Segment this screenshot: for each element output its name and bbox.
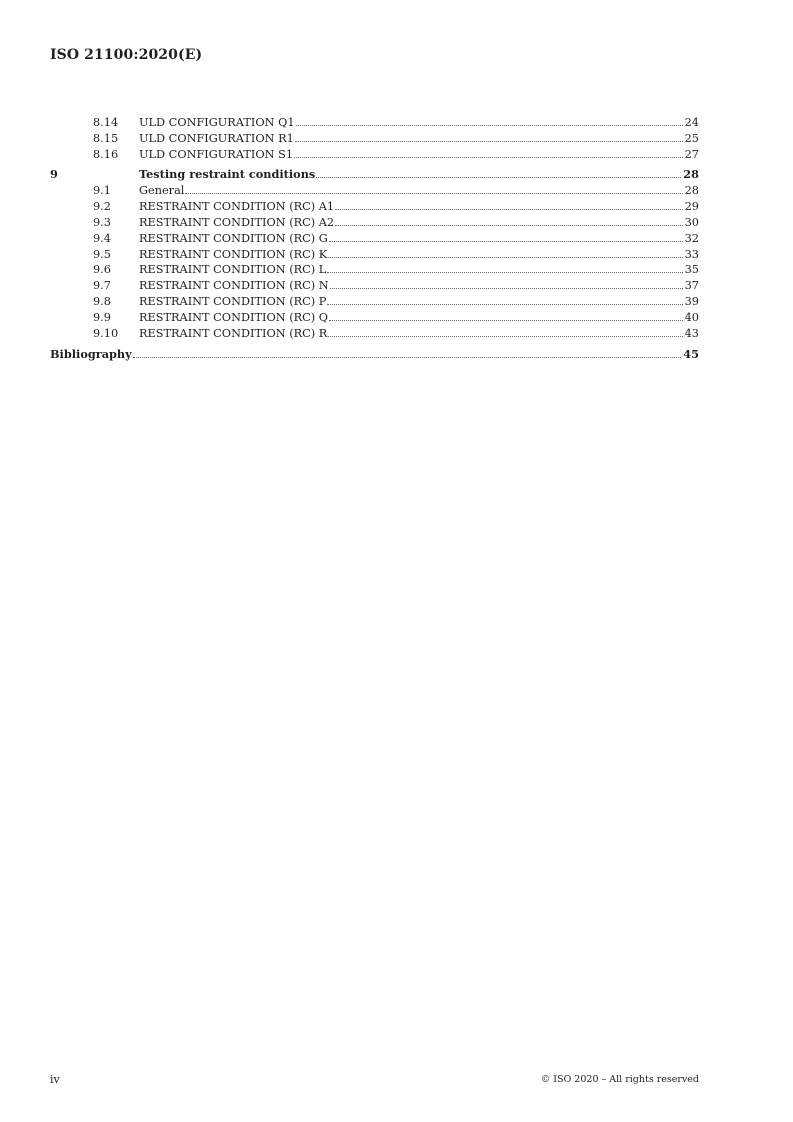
toc-entry[interactable] (50, 245, 699, 261)
toc-entry-page: 35 (684, 263, 699, 277)
toc-entry-bibliography[interactable] (50, 345, 699, 361)
document-id-header: ISO 21100:2020(E) (50, 47, 203, 63)
toc-entry-title: RESTRAINT CONDITION (RC) L (139, 263, 327, 277)
toc-entry-page: 28 (684, 184, 699, 198)
toc-entry[interactable] (50, 324, 699, 340)
toc-entry-number: 8.14 (93, 115, 119, 129)
dot-leader (296, 124, 683, 126)
toc-entry-page: 40 (684, 310, 699, 324)
toc-entry-number: 9.2 (93, 200, 111, 214)
toc-entry-number: 9.4 (93, 231, 111, 245)
toc-entry-title: Testing restraint conditions (139, 167, 316, 182)
table-of-contents (50, 113, 699, 361)
footer-copyright: © ISO 2020 – All rights reserved (540, 1074, 699, 1085)
toc-entry-title: RESTRAINT CONDITION (RC) P (139, 295, 327, 309)
toc-entry-number: 9.1 (93, 184, 111, 198)
toc-entry-page: 29 (684, 200, 699, 214)
toc-entry-number: 9.3 (93, 215, 111, 229)
toc-entry-title: RESTRAINT CONDITION (RC) N (139, 279, 329, 293)
footer-page-number: iv (50, 1073, 60, 1086)
toc-entry[interactable] (50, 229, 699, 245)
toc-entry-page: 30 (684, 215, 699, 229)
toc-entry-title: ULD CONFIGURATION S1 (139, 147, 294, 161)
dot-leader (335, 224, 683, 226)
toc-entry-page: 45 (683, 346, 699, 361)
toc-entry-page: 43 (684, 326, 699, 340)
toc-entry[interactable] (50, 181, 699, 197)
dot-leader (328, 256, 682, 258)
toc-entry-title: RESTRAINT CONDITION (RC) K (139, 247, 328, 261)
dot-leader (329, 240, 683, 242)
toc-entry-page: 28 (683, 167, 699, 182)
toc-entry-number: 8.15 (93, 131, 119, 145)
toc-entry-number: 9 (50, 167, 58, 182)
toc-entry[interactable] (50, 292, 699, 308)
toc-entry[interactable] (50, 261, 699, 277)
toc-entry-number: 8.16 (93, 147, 119, 161)
toc-entry-title: Bibliography (50, 346, 132, 361)
toc-entry-number: 9.7 (93, 279, 111, 293)
toc-entry[interactable] (50, 197, 699, 213)
toc-entry-page: 37 (684, 279, 699, 293)
dot-leader (133, 356, 682, 358)
dot-leader (335, 208, 683, 210)
dot-leader (327, 271, 682, 273)
toc-entry[interactable] (50, 308, 699, 324)
dot-leader (295, 140, 683, 142)
toc-entry-page: 25 (684, 131, 699, 145)
dot-leader (316, 176, 681, 178)
toc-entry[interactable] (50, 213, 699, 229)
toc-entry-page: 27 (684, 147, 699, 161)
toc-entry-number: 9.5 (93, 247, 111, 261)
toc-entry-number: 9.8 (93, 295, 111, 309)
toc-entry-number: 9.9 (93, 310, 111, 324)
dot-leader (327, 303, 682, 305)
toc-entry[interactable] (50, 166, 699, 182)
toc-entry[interactable] (50, 145, 699, 161)
toc-entry-title: General (139, 184, 185, 198)
toc-entry[interactable] (50, 129, 699, 145)
toc-entry-title: RESTRAINT CONDITION (RC) A2 (139, 215, 335, 229)
toc-entry-title: ULD CONFIGURATION Q1 (139, 115, 295, 129)
toc-entry-title: RESTRAINT CONDITION (RC) Q (139, 310, 329, 324)
toc-entry-page: 32 (684, 231, 699, 245)
dot-leader (329, 319, 683, 321)
dot-leader (185, 192, 682, 194)
toc-entry[interactable] (50, 113, 699, 129)
dot-leader (294, 156, 683, 158)
dot-leader (330, 287, 683, 289)
toc-entry-title: ULD CONFIGURATION R1 (139, 131, 294, 145)
toc-entry-title: RESTRAINT CONDITION (RC) R (139, 326, 328, 340)
toc-entry-page: 39 (684, 295, 699, 309)
toc-entry-title: RESTRAINT CONDITION (RC) G (139, 231, 328, 245)
toc-entry-title: RESTRAINT CONDITION (RC) A1 (139, 200, 335, 214)
toc-entry-number: 9.6 (93, 263, 111, 277)
dot-leader (328, 335, 682, 337)
toc-entry[interactable] (50, 276, 699, 292)
toc-entry-page: 33 (684, 247, 699, 261)
toc-entry-page: 24 (684, 115, 699, 129)
toc-entry-number: 9.10 (93, 326, 119, 340)
